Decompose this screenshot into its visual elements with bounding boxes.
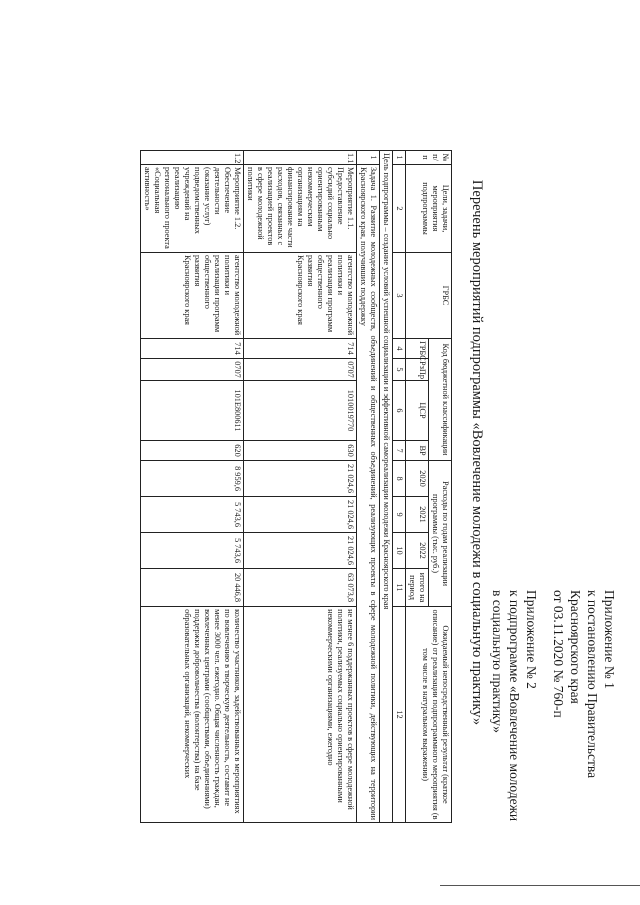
amount-2020: 21 024,6	[244, 461, 357, 497]
appendix-2-block	[489, 590, 540, 821]
document-title: Перечень мероприятий подпрограммы «Вовлечение молодежи в социальную практику»	[469, 179, 485, 726]
page-bottom-rule	[440, 885, 640, 886]
column-number-row	[393, 151, 406, 823]
column-number: 11	[393, 569, 406, 607]
column-number: 7	[393, 441, 406, 461]
header-cell: Ожидаемый непосредственный результат (краткое описание) от реализации подпрограммного мероприятия (в том числе в натуральном выражении)	[406, 607, 452, 823]
csr-code: 1010019770	[244, 381, 357, 441]
measure-name: Мероприятие 1.2. Обеспечение деятельности (оказание услуг) подведомственных учреждений на реализацию регионального проекта «Социальная активность»	[141, 165, 244, 253]
header-cell: № п/п	[406, 151, 452, 165]
task-row	[357, 151, 380, 823]
column-number: 1	[393, 151, 406, 165]
header-cell: Код бюджетной классификации	[429, 339, 452, 461]
table-row	[141, 151, 244, 823]
amount-2022: 5 743,6	[141, 533, 244, 569]
task-text: Задача 1. Развитие молодежных сообществ, объединений и общественных объединений, реализующих проекты в сфере молодежной политики, действующих на территории Красноярского края, получивших поддержку	[357, 165, 380, 823]
amount-2022: 21 024,6	[244, 533, 357, 569]
expected-result: количество участников, задействованных в мероприятиях по вовлечению в творческую деятельность, составит не менее 3000 чел. ежегодно. Общая численность граждан, вовлеченных центрами (сообществами, объединениями) поддержки добровольчества (волонтерства) на базе образовательных организаций, некоммерческих	[141, 607, 244, 823]
amount-2021: 5 743,6	[141, 497, 244, 533]
header-cell: ГРБС	[406, 253, 452, 339]
appendix-1-block	[550, 590, 618, 778]
subheader-cell: ГРБС	[406, 339, 429, 359]
header-cell: Цели, задачи, мероприятия подпрограммы	[406, 165, 452, 253]
column-number: 3	[393, 253, 406, 339]
appendix-1-line: от 03.11.2020 № 760-п	[551, 590, 566, 718]
appendix-1-line: к постановлению Правительства	[585, 590, 600, 779]
grbs-name: агентство молодежной политики и реализации программ общественного развития Красноярского края	[244, 253, 357, 339]
subheader-cell: 2021	[406, 497, 429, 533]
appendix-2-line: в социальную практику»	[490, 590, 505, 734]
appendix-1-line: Приложение № 1	[602, 590, 617, 689]
column-number: 8	[393, 461, 406, 497]
appendix-2-line: к подпрограмме «Вовлечение молодежи	[507, 590, 522, 822]
measures-table	[140, 150, 452, 823]
rzpr-code: 0707	[141, 359, 244, 381]
grbs-code: 714	[141, 339, 244, 359]
subheader-cell: итого на период	[406, 569, 429, 607]
header-row	[429, 151, 452, 823]
column-number: 5	[393, 359, 406, 381]
row-number: 1.2	[141, 151, 244, 165]
appendix-2-line: Приложение № 2	[524, 590, 539, 689]
rzpr-code: 0707	[244, 359, 357, 381]
subheader-cell: ВР	[406, 441, 429, 461]
grbs-name: агентство молодежной политики и реализации программ общественного развития Красноярского края	[141, 253, 244, 339]
table-row	[244, 151, 357, 823]
amount-total: 20 446,8	[141, 569, 244, 607]
measure-name: Мероприятие 1.1. Предоставление субсидий социально ориентированным некоммерческим организациям на финансирование части расходов, связанных с реализацией проектов в сфере молодежной политики	[244, 165, 357, 253]
subheader-cell: ЦСР	[406, 381, 429, 441]
goal-text: Цель подпрограммы – создание условий успешной социализации и эффективной самореализации молодежи Красноярского края	[380, 151, 393, 823]
column-number: 6	[393, 381, 406, 441]
row-number: 1.1	[244, 151, 357, 165]
header-cell: Расходы по годам реализации программы (тыс. руб.)	[429, 461, 452, 607]
column-number: 10	[393, 533, 406, 569]
appendix-1-line: Красноярского края	[568, 590, 583, 704]
expected-result: не менее 6 поддержанных проектов в сфере молодежной политики, реализуемых социально ориентированными некоммерческими организациями, ежегодно	[244, 607, 357, 823]
amount-total: 63 073,8	[244, 569, 357, 607]
grbs-code: 714	[244, 339, 357, 359]
goal-row	[380, 151, 393, 823]
subheader-cell: 2022	[406, 533, 429, 569]
subheader-cell: РзПр	[406, 359, 429, 381]
column-number: 9	[393, 497, 406, 533]
subheader-cell: 2020	[406, 461, 429, 497]
amount-2020: 8 959,6	[141, 461, 244, 497]
vr-code: 630	[244, 441, 357, 461]
column-number: 12	[393, 607, 406, 823]
csr-code: 101E800611	[141, 381, 244, 441]
vr-code: 620	[141, 441, 244, 461]
column-number: 2	[393, 165, 406, 253]
task-number: 1	[357, 151, 380, 165]
amount-2021: 21 024,6	[244, 497, 357, 533]
column-number: 4	[393, 339, 406, 359]
